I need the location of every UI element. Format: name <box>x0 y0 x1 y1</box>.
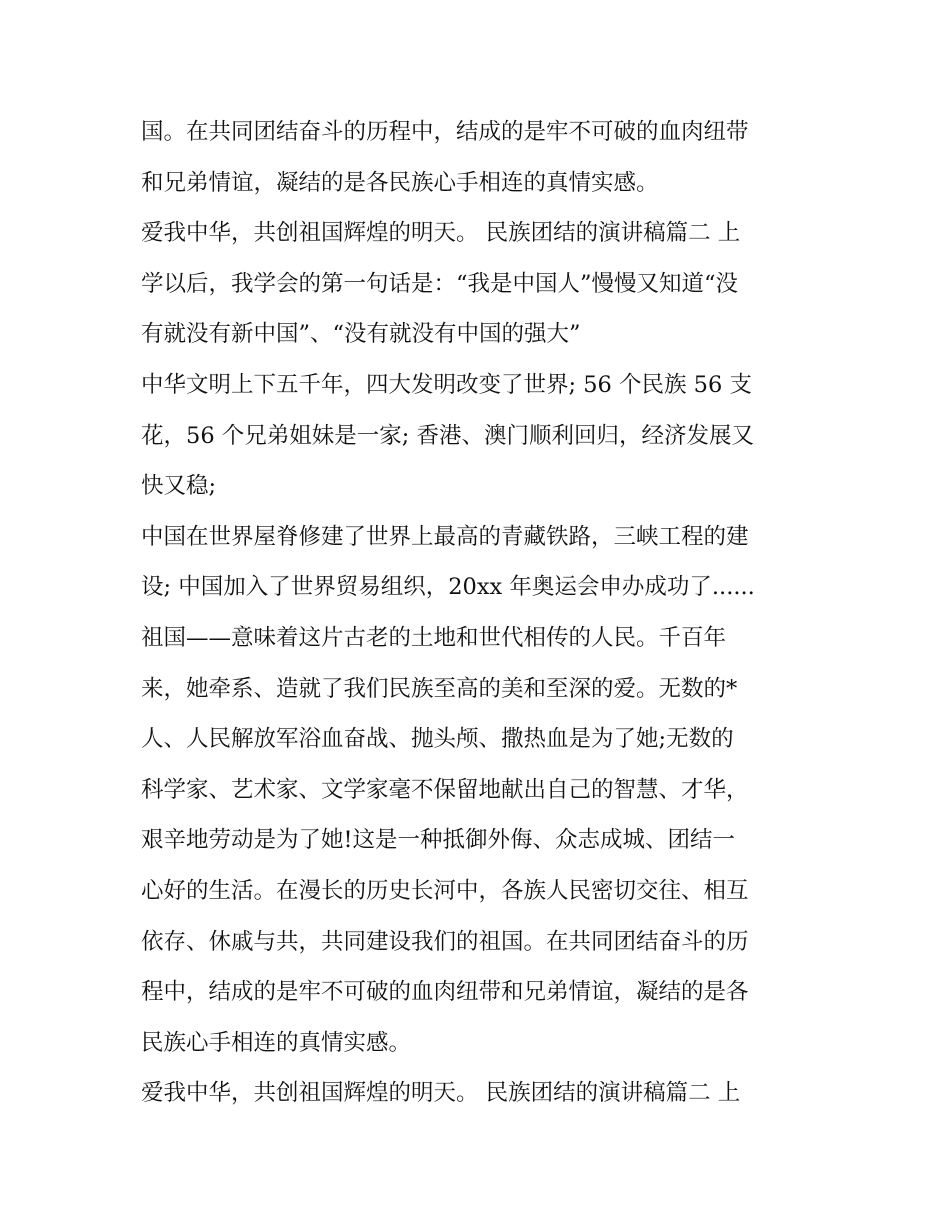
text-line: 有就没有新中国”、“没有就没有中国的强大” <box>141 321 581 348</box>
text-line: 中国在世界屋脊修建了世界上最高的青藏铁路，三峡工程的建 <box>141 523 749 550</box>
text-line: 来，她牵系、造就了我们民族至高的美和至深的爱。无数的* <box>141 675 738 702</box>
text-line: 和兄弟情谊，凝结的是各民族心手相连的真情实感。 <box>141 169 659 196</box>
text-line: 花，56 个兄弟姐妹是一家; 香港、澳门顺利回归，经济发展又 <box>141 422 755 449</box>
document-body <box>141 107 821 1119</box>
text-line: 程中，结成的是牢不可破的血肉纽带和兄弟情谊，凝结的是各 <box>141 979 749 1006</box>
text-line: 国。在共同团结奋斗的历程中，结成的是牢不可破的血肉纽带 <box>141 119 749 145</box>
text-line: 民族心手相连的真情实感。 <box>141 1029 412 1056</box>
text-line: 艰辛地劳动是为了她!这是一种抵御外侮、众志成城、团结一 <box>141 827 736 854</box>
text-line: 祖国——意味着这片古老的土地和世代相传的人民。千百年 <box>141 624 727 651</box>
text-line: 学以后，我学会的第一句话是：“我是中国人”慢慢又知道“没 <box>141 270 739 297</box>
text-line: 爱我中华，共创祖国辉煌的明天。 民族团结的演讲稿篇二 上 <box>141 1080 741 1107</box>
text-line: 人、人民解放军浴血奋战、抛头颅、撒热血是为了她;无数的 <box>141 726 734 753</box>
text-line: 爱我中华，共创祖国辉煌的明天。 民族团结的演讲稿篇二 上 <box>141 220 741 247</box>
text-line: 快又稳; <box>141 473 217 500</box>
text-line: 中华文明上下五千年，四大发明改变了世界; 56 个民族 56 支 <box>141 371 752 398</box>
text-line: 设; 中国加入了世界贸易组织，20xx 年奥运会申办成功了...... <box>141 574 755 601</box>
text-line: 科学家、艺术家、文学家毫不保留地献出自己的智慧、才华， <box>141 776 749 803</box>
text-line: 依存、休戚与共，共同建设我们的祖国。在共同团结奋斗的历 <box>141 928 749 955</box>
text-line: 心好的生活。在漫长的历史长河中，各族人民密切交往、相互 <box>141 877 749 904</box>
